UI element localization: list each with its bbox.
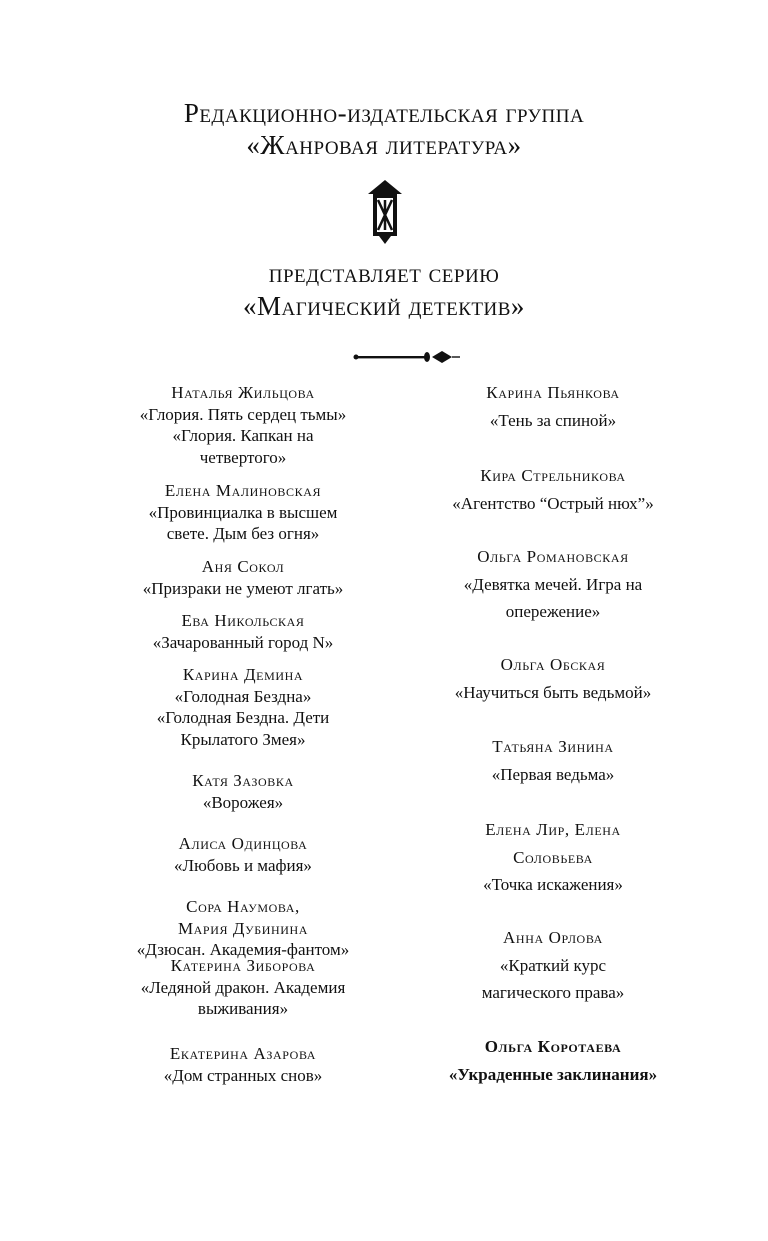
book-entry xyxy=(93,1043,393,1086)
book-entry xyxy=(400,462,706,517)
book-title: «Научиться быть ведьмой» xyxy=(454,682,652,702)
book-title: «Дом странных снов» xyxy=(163,1065,323,1085)
book-title: «Краткий курс xyxy=(499,955,607,975)
author-name: Екатерина Азарова xyxy=(169,1044,317,1063)
book-title: свете. Дым без огня» xyxy=(166,524,320,543)
book-title: «Ворожея» xyxy=(202,792,284,812)
author-name: Кира Стрельникова xyxy=(480,466,626,485)
book-title: «Призраки не умеют лгать» xyxy=(142,578,344,598)
author-name: Катерина Зиборова xyxy=(170,956,316,975)
author-name: Наталья Жильцова xyxy=(171,383,315,402)
author-name: Анна Орлова xyxy=(503,928,603,947)
author-name: Елена Лир, Елена xyxy=(485,820,621,839)
book-entry xyxy=(400,924,706,1007)
book-title: «Глория. Капкан на xyxy=(172,426,314,445)
book-title: «Провинциалка в высшем xyxy=(148,502,338,522)
book-title: магического права» xyxy=(481,983,625,1002)
book-title: «Тень за спиной» xyxy=(489,410,617,430)
book-entry xyxy=(93,955,393,1020)
book-entry xyxy=(93,382,393,468)
book-entry xyxy=(400,379,706,434)
book-title: «Голодная Бездна» xyxy=(174,686,312,706)
book-entry xyxy=(93,770,393,813)
book-entry xyxy=(93,896,393,961)
book-title: «Агентство “Острый нюх”» xyxy=(452,493,654,513)
book-title: «Зачарованный город N» xyxy=(152,632,334,652)
book-entry xyxy=(400,543,706,626)
book-title: «Дзюсан. Академия-фантом» xyxy=(136,940,350,959)
book-title: «Ледяной дракон. Академия xyxy=(140,977,346,997)
lantern-logo-icon xyxy=(364,180,406,244)
author-name: Сора Наумова, xyxy=(186,897,300,916)
book-entry xyxy=(400,1033,706,1088)
author-name: Карина Пьянкова xyxy=(486,383,620,402)
author-name: Елена Малиновская xyxy=(164,481,322,500)
author-name: Татьяна Зинина xyxy=(492,737,614,756)
author-name: Ольга Коротаева xyxy=(484,1037,622,1056)
presents-text: представляет серию xyxy=(268,258,500,288)
publisher-group: «Жанровая литература» xyxy=(246,130,522,160)
ornament-divider-icon xyxy=(352,350,462,364)
author-name: Катя Зазовка xyxy=(192,771,294,790)
author-name: Соловьева xyxy=(513,847,593,867)
author-name: Карина Демина xyxy=(182,665,304,684)
book-entry xyxy=(93,556,393,599)
book-entry xyxy=(400,733,706,788)
book-title: «Любовь и мафия» xyxy=(174,855,312,875)
author-name: Ольга Романовская xyxy=(477,547,629,566)
book-title: выживания» xyxy=(197,999,289,1018)
book-entry xyxy=(400,651,706,706)
book-entry xyxy=(93,610,393,653)
book-entry xyxy=(400,816,706,899)
author-name: Аня Сокол xyxy=(201,557,285,576)
author-name: Ольга Обская xyxy=(500,655,606,674)
book-title: «Украденные заклинания» xyxy=(448,1064,658,1084)
book-title: «Голодная Бездна. Дети xyxy=(156,708,330,727)
series-title: «Магический детектив» xyxy=(243,291,525,321)
book-title: опережение» xyxy=(505,602,601,621)
publisher-name: Редакционно-издательская группа xyxy=(183,98,585,128)
book-title: Крылатого Змея» xyxy=(180,729,306,749)
author-name: Мария Дубинина xyxy=(177,918,309,938)
author-name: Ева Никольская xyxy=(181,611,305,630)
book-title: четвертого» xyxy=(199,447,287,467)
book-entry xyxy=(93,664,393,750)
book-title: «Первая ведьма» xyxy=(491,764,615,784)
book-entry xyxy=(93,480,393,545)
author-name: Алиса Одинцова xyxy=(178,834,308,853)
book-title: «Точка искажения» xyxy=(483,875,623,894)
book-title: «Девятка мечей. Игра на xyxy=(463,574,643,594)
book-title: «Глория. Пять сердец тьмы» xyxy=(139,404,347,424)
book-entry xyxy=(93,833,393,876)
